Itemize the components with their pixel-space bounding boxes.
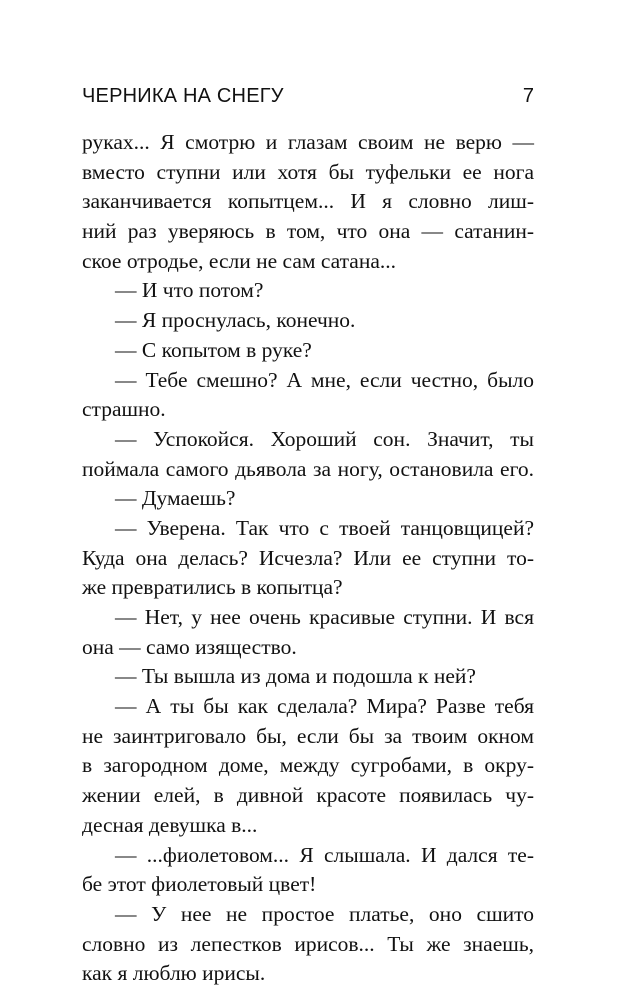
text-line: ское отродье, если не сам сатана...	[82, 248, 397, 273]
text-line: она — само изящество.	[82, 634, 297, 659]
body-text	[82, 128, 534, 989]
text-line: — У нее не простое платье, оно сшито	[115, 901, 534, 926]
text-line: как я люблю ирисы.	[82, 961, 266, 986]
text-line: Куда она делась? Исчезла? Или ее ступни то-	[82, 545, 534, 570]
text-line: десная девушка в...	[82, 812, 258, 837]
text-line: — ...фиолетовом... Я слышала. И дался те-	[115, 842, 534, 867]
running-header	[82, 85, 534, 111]
text-line: — Уверена. Так что с твоей танцовщицей?	[115, 515, 534, 540]
text-line: в загородном доме, между сугробами, в окру-	[82, 753, 534, 778]
text-line: — Нет, у нее очень красивые ступни. И вся	[115, 605, 534, 629]
text-line: же превратились в копытца?	[82, 575, 343, 600]
text-line: словно из лепестков ирисов... Ты же знаешь,	[82, 931, 534, 956]
text-line: — А ты бы как сделала? Мира? Разве тебя	[115, 694, 534, 719]
text-line: бе этот фиолетовый цвет!	[82, 872, 317, 897]
text-line: — Тебе смешно? А мне, если честно, было	[115, 367, 534, 392]
text-line: поймала самого дьявола за ногу, остановила его.	[82, 456, 534, 481]
text-line: вместо ступни или хотя бы туфельки ее нога	[82, 159, 534, 184]
text-line: — Я проснулась, конечно.	[115, 308, 356, 333]
text-line: заканчивается копытцем... И я словно лиш-	[82, 189, 534, 214]
text-line: — Ты вышла из дома и подошла к ней?	[115, 664, 476, 689]
text-line: не заинтриговало бы, если бы за твоим окном	[82, 723, 534, 748]
chapter-title: ЧЕРНИКА НА СНЕГУ	[82, 85, 284, 107]
text-line: страшно.	[82, 397, 166, 422]
text-line: — Думаешь?	[115, 486, 236, 511]
page-number: 7	[522, 85, 534, 107]
text-line: — С копытом в руке?	[115, 337, 312, 362]
text-line: руках... Я смотрю и глазам своим не верю —	[82, 130, 534, 154]
text-line: ний раз уверяюсь в том, что она — сатанин-	[82, 219, 534, 244]
text-line: — Успокойся. Хороший сон. Значит, ты	[115, 426, 534, 451]
text-line: — И что потом?	[115, 278, 264, 303]
text-line: жении елей, в дивной красоте появилась чу-	[82, 783, 534, 808]
